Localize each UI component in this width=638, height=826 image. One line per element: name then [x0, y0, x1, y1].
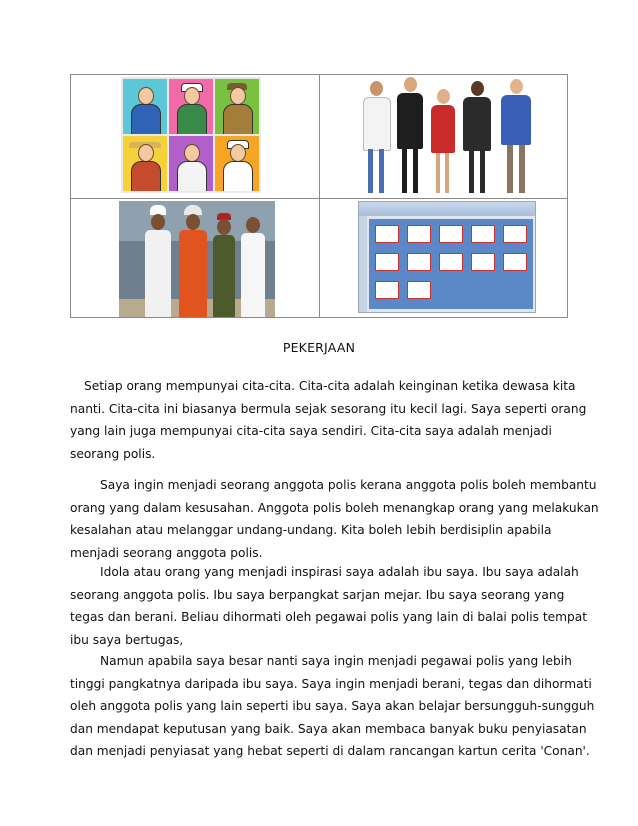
paragraph-2 [70, 474, 599, 564]
cartoon-occupations-picture [121, 77, 261, 193]
paragraph-line: seorang anggota polis. Ibu saya berpangkat sarjan mejar. Ibu saya seorang yang [70, 587, 565, 602]
presentation-screenshot-picture [358, 201, 536, 313]
table-divider-horizontal [71, 198, 567, 199]
child-firefighter [177, 205, 209, 317]
occupation-tile [123, 79, 167, 134]
child-soldier [211, 213, 237, 317]
paragraph-line: dan menjadi penyiasat yang hebat seperti di dalam rancangan kartun cerita 'Conan'. [70, 744, 590, 758]
app-ribbon [359, 202, 535, 216]
occupation-tile [123, 136, 167, 191]
paragraph-line: dan mendapat keputusan yang baik. Saya akan membaca banyak buku penyiasatan [70, 721, 587, 736]
paragraph-line: seorang polis. [70, 446, 156, 461]
paragraph-line: nanti. Cita-cita ini biasanya bermula sejak sesorang itu kecil lagi. Saya seperti orang [70, 401, 587, 416]
slide-canvas [369, 219, 533, 309]
paragraph-line: Namun apabila saya besar nanti saya ingin menjadi pegawai polis yang lebih [100, 654, 572, 668]
person-doctor [361, 79, 391, 195]
occupation-tile [169, 79, 213, 134]
person-businessman [395, 77, 425, 195]
person-man-suit [461, 81, 493, 195]
paragraph-line: Idola atau orang yang menjadi inspirasi saya adalah ibu saya. Ibu saya adalah [100, 565, 579, 579]
children-costumes-picture [119, 201, 275, 317]
paragraph-line: Saya ingin menjadi seorang anggota polis kerana anggota polis boleh membantu [100, 478, 597, 492]
child-doctor [239, 217, 267, 317]
business-people-picture [359, 77, 539, 195]
paragraph-line: ibu saya bertugas, [70, 632, 184, 647]
paragraph-line: oleh anggota polis yang lain seperti ibu saya. Saya akan belajar bersungguh-sungguh [70, 699, 595, 713]
paragraph-line: kesalahan atau melanggar undang-undang. Kita boleh lebih berdisiplin apabila [70, 523, 552, 537]
paragraph-line: orang yang dalam kesusahan. Anggota polis boleh menangkap orang yang melakukan [70, 500, 599, 515]
paragraph-line: menjadi seorang anggota polis. [70, 545, 263, 560]
person-businesswoman [429, 89, 457, 195]
paragraph-line: yang lain juga mempunyai cita-cita saya sendiri. Cita-cita saya adalah menjadi [70, 424, 552, 438]
paragraph-4 [70, 650, 595, 763]
paragraph-1 [70, 375, 587, 465]
paragraph-line: Setiap orang mempunyai cita-cita. Cita-cita adalah keinginan ketika dewasa kita [84, 379, 576, 393]
image-grid-table [70, 74, 568, 318]
occupation-tile [215, 136, 259, 191]
child-chef [143, 205, 173, 317]
paragraph-line: tegas dan berani. Beliau dihormati oleh pegawai polis yang lain di balai polis tempat [70, 610, 588, 624]
occupation-tile [169, 136, 213, 191]
paragraph-3 [70, 561, 588, 651]
person-man-shirt [499, 79, 533, 195]
paragraph-line: tinggi pangkatnya daripada ibu saya. Saya ingin menjadi berani, tegas dan dihormati [70, 676, 592, 691]
page-title: PEKERJAAN [282, 340, 356, 355]
slides-panel [359, 216, 367, 313]
occupation-tile [215, 79, 259, 134]
table-divider-vertical [319, 75, 320, 317]
